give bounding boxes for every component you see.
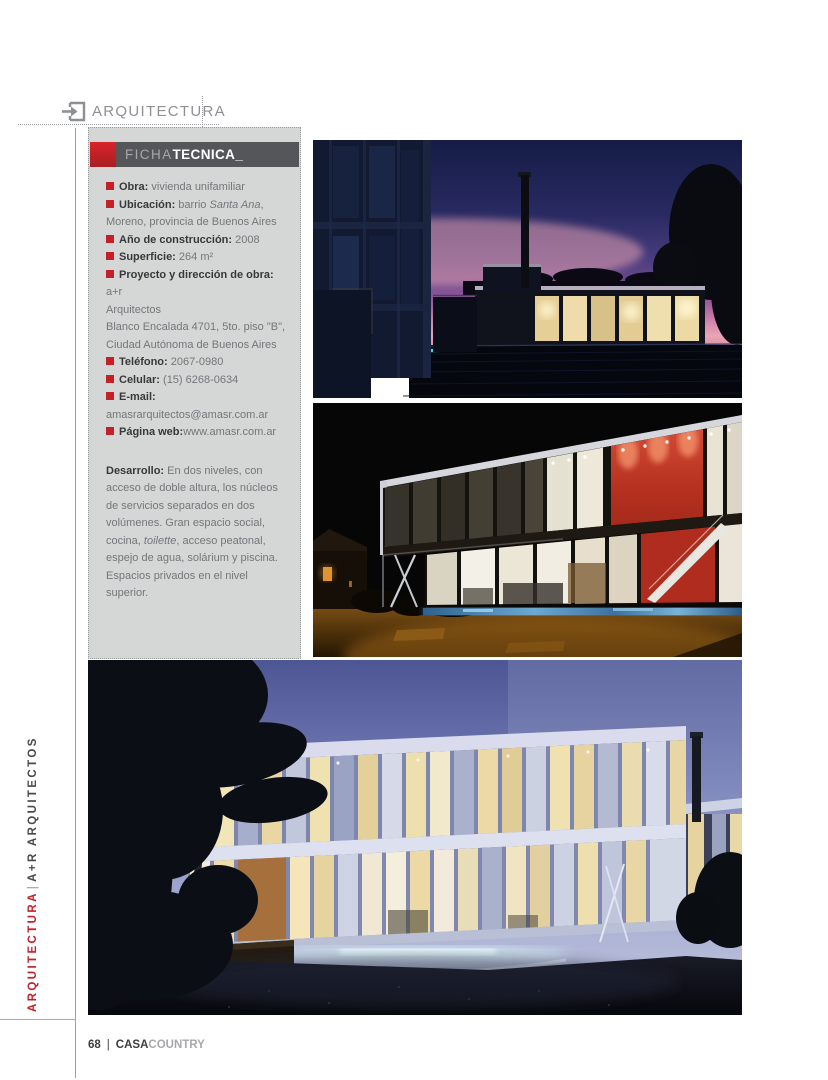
row-value: , Moreno, provincia de Buenos Aires: [106, 198, 277, 228]
photo-house-rear-dusk: [88, 660, 742, 1015]
title-bold-part: TECNICA: [172, 147, 236, 162]
section-title: ARQUITECTURA: [92, 103, 226, 120]
bullet-icon: [106, 427, 114, 435]
row-value: 264 m²: [175, 251, 214, 263]
row-label: Proyecto y dirección de obra:: [119, 268, 274, 281]
ficha-row-superficie: [106, 249, 290, 267]
bullet-icon: [106, 182, 114, 190]
ficha-row-proyecto: [106, 267, 290, 355]
title-light-part: FICHA: [125, 147, 173, 162]
row-extra-line: Ciudad Autónoma de Buenos Aires: [106, 338, 277, 351]
row-label: Superficie:: [119, 251, 176, 263]
enter-arrow-icon: [62, 100, 87, 123]
bullet-icon: [106, 357, 114, 365]
bullet-icon: [106, 375, 114, 383]
page-number: 68: [88, 1039, 101, 1051]
row-value: a+r: [106, 286, 123, 298]
bullet-icon: [106, 270, 114, 278]
foreground-house-silhouette: [313, 140, 431, 398]
row-label: Obra:: [119, 181, 149, 193]
bottom-left-rule: [0, 1019, 76, 1020]
desarrollo-text: En dos niveles, con acceso de doble altura, los núcleos de servicios separados en dos volúmenes. Gran espacio social, cocina,: [106, 464, 278, 547]
dotted-rule-horizontal: [18, 124, 219, 125]
sidebar-studio: A+R ARQUITECTOS: [27, 736, 39, 882]
ficha-row-web: [106, 424, 290, 442]
ficha-tecnica-title: [125, 147, 243, 162]
ficha-tecnica-header-bar: [90, 142, 299, 167]
page-footer: [88, 1039, 205, 1051]
footer-separator: |: [106, 1039, 110, 1051]
left-vertical-rule: [75, 128, 76, 1078]
mid-structure: [433, 296, 477, 353]
row-value: 2008: [232, 233, 260, 246]
row-label: Ubicación:: [119, 198, 176, 211]
ficha-row-obra: [106, 179, 290, 197]
email-address: amasrarquitectos@amasr.com.ar: [106, 408, 269, 421]
sidebar-section: ARQUITECTURA: [27, 891, 39, 1012]
row-label: Año de construcción:: [119, 233, 233, 246]
row-value: vivienda unifamiliar: [148, 181, 245, 193]
row-extra-line: Blanco Encalada 4701, 5to. piso "B",: [106, 321, 286, 333]
row-value-italic: Santa Ana: [209, 198, 261, 211]
ficha-tecnica-panel: [88, 127, 301, 659]
desarrollo-text: , acceso peatonal, espejo de agua, solárium y piscina. Espacios privados en el nivel superior.: [106, 534, 278, 599]
website-url: www.amasr.com.ar: [183, 426, 277, 438]
ficha-row-telefono: [106, 354, 290, 372]
sidebar-separator: |: [27, 883, 39, 890]
red-accent-square: [90, 142, 116, 167]
title-suffix: _: [235, 147, 243, 162]
desarrollo-paragraph: [106, 463, 290, 603]
desarrollo-label: Desarrollo:: [106, 464, 165, 477]
bullet-icon: [106, 200, 114, 208]
ficha-row-celular: [106, 372, 290, 390]
photo-dusk-pool-terrace: [313, 140, 742, 398]
row-label: Página web:: [119, 426, 184, 438]
row-label: Celular:: [119, 373, 160, 386]
bullet-icon: [106, 235, 114, 243]
photo-night-facade-red-wall: [313, 403, 742, 657]
row-value: barrio: [175, 198, 210, 211]
ficha-row-ubicacion: [106, 197, 290, 232]
pool-light-strip: [423, 608, 742, 615]
row-label: Teléfono:: [119, 356, 168, 368]
row-value: 2067-0980: [167, 356, 224, 368]
bullet-icon: [106, 392, 114, 400]
desarrollo-text-italic: toilette: [143, 534, 177, 547]
magazine-name-light: COUNTRY: [148, 1039, 205, 1051]
row-extra-line: Arquitectos: [106, 303, 162, 316]
ficha-row-anio: [106, 232, 290, 250]
vertical-section-label: [27, 736, 39, 1012]
row-value: (15) 6268-0634: [159, 373, 239, 386]
row-label: E-mail:: [119, 391, 156, 403]
magazine-name-bold: CASA: [115, 1039, 149, 1051]
bullet-icon: [106, 252, 114, 260]
ficha-row-email: [106, 389, 290, 424]
ficha-text-block: [106, 179, 290, 603]
